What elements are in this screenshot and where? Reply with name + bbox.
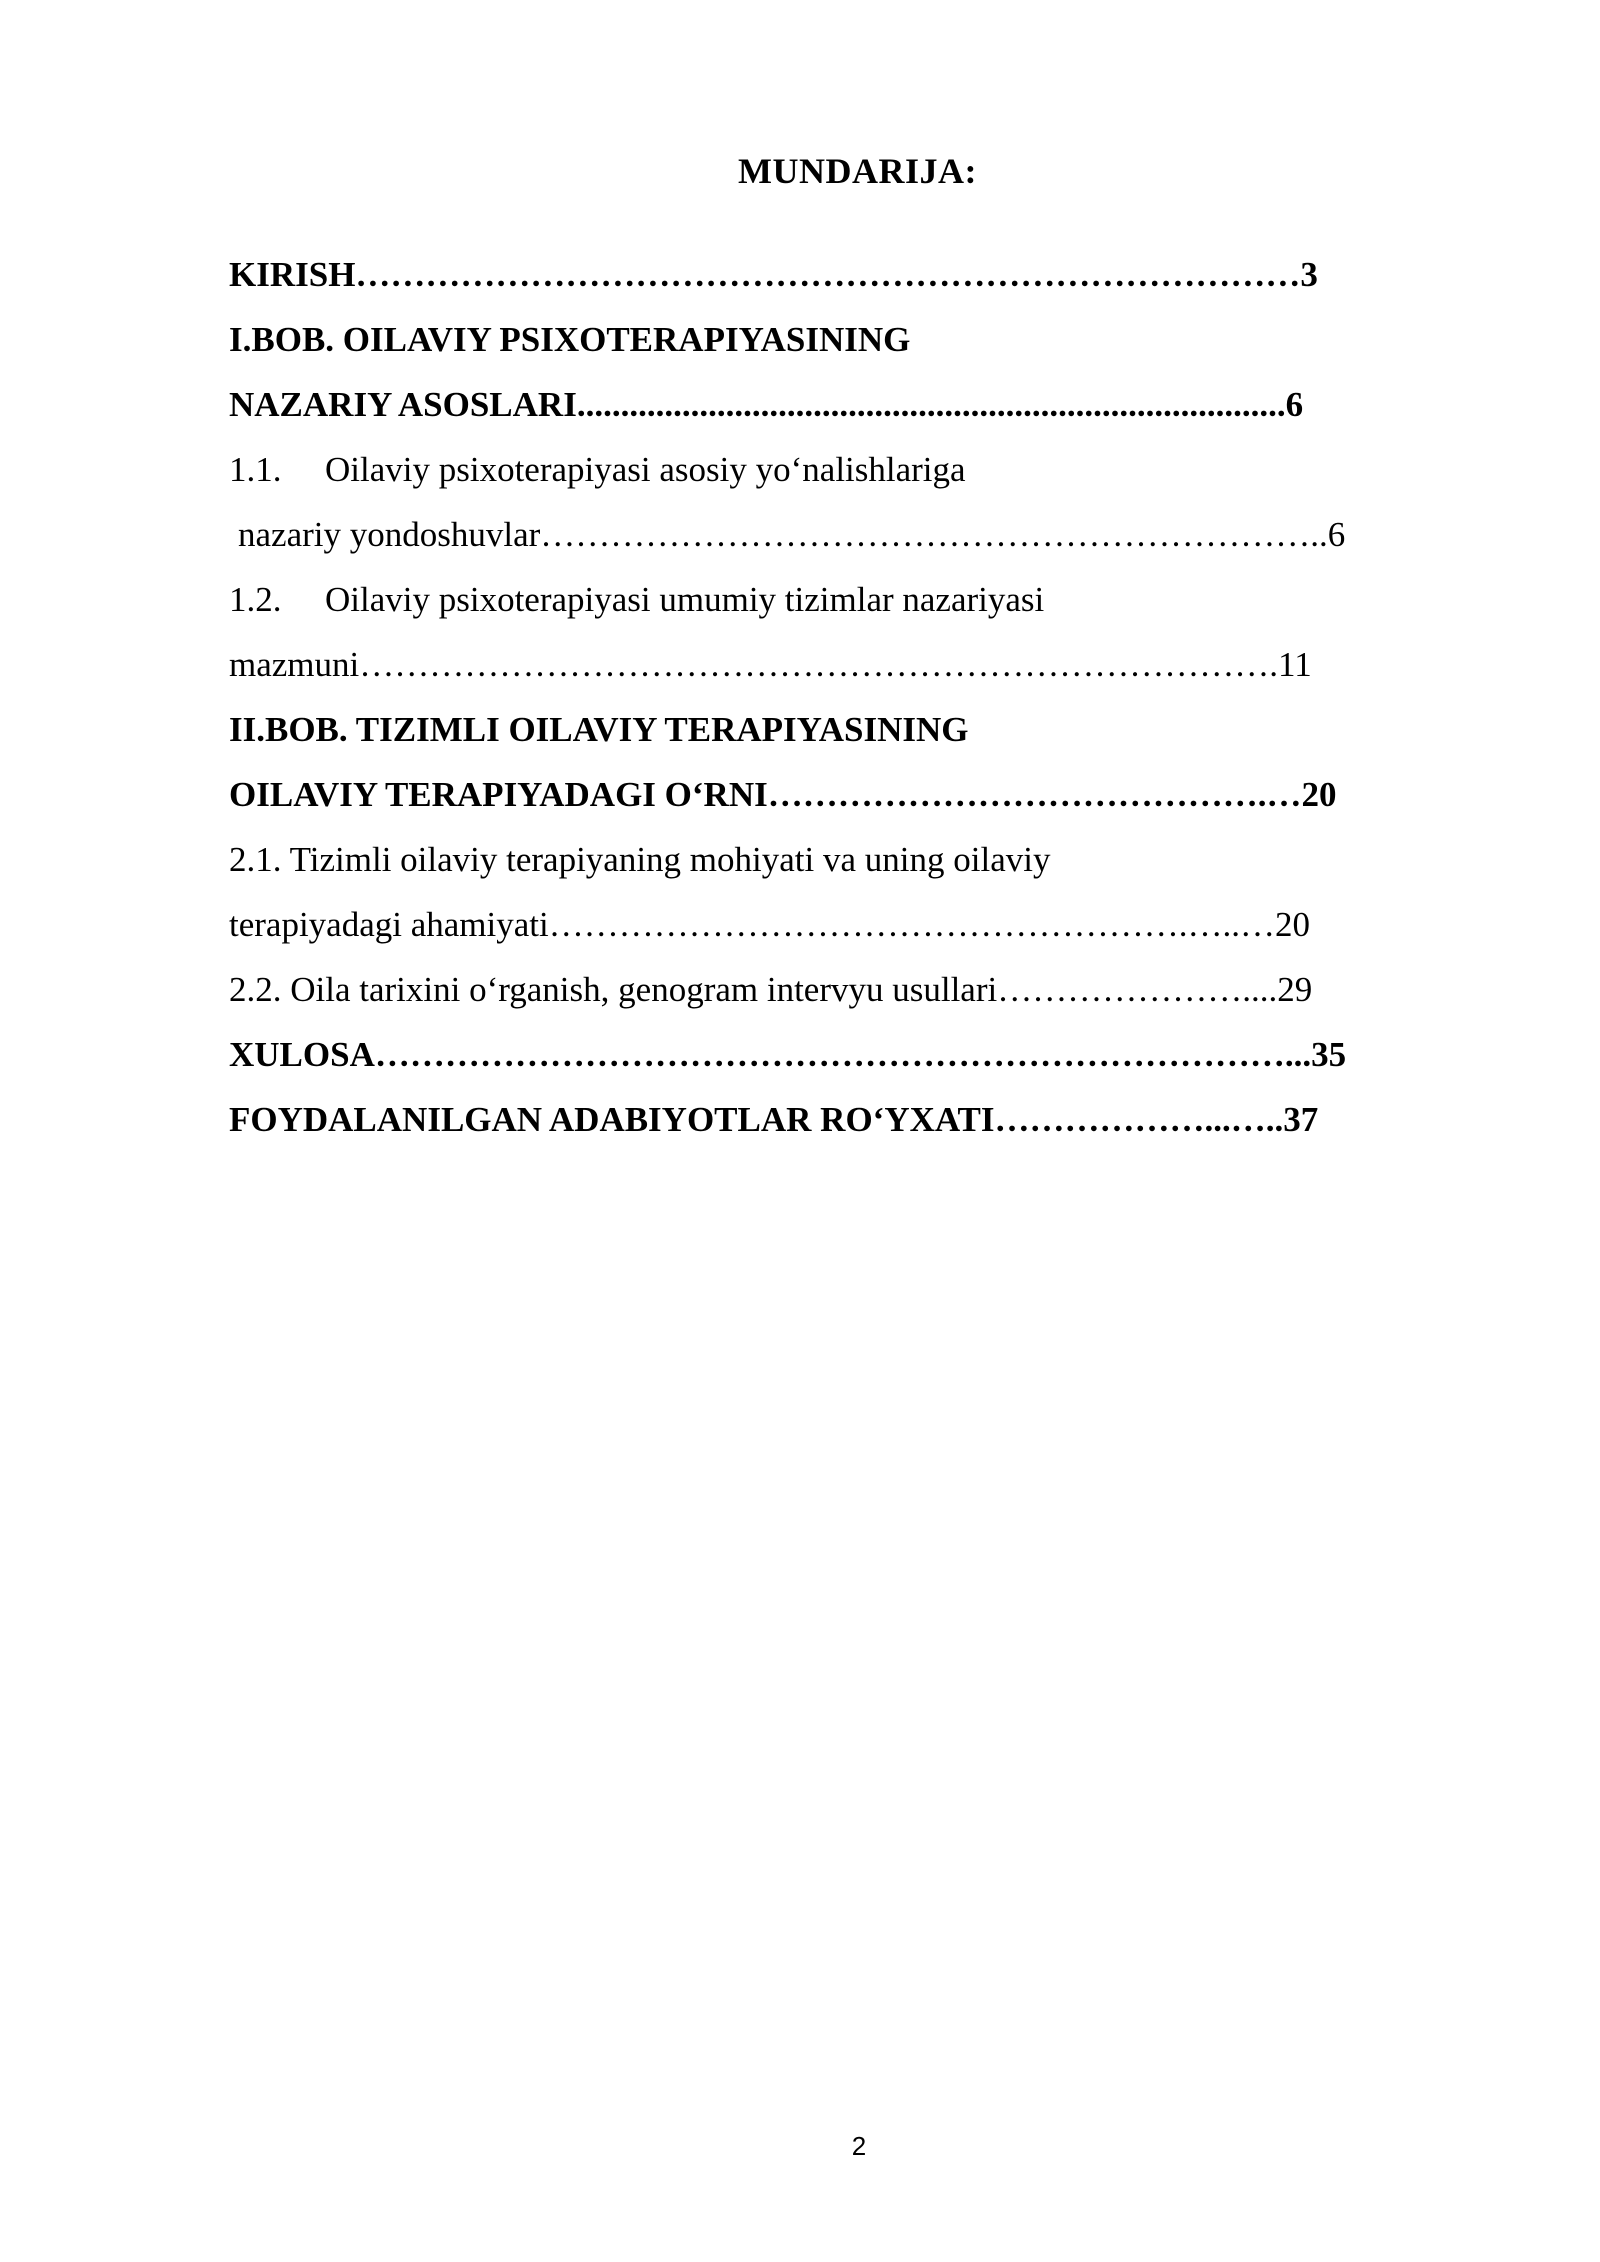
document-title: MUNDARIJA: (738, 151, 977, 191)
toc-section-1-1-line1 (229, 437, 1409, 502)
toc-entry-adabiyotlar: FOYDALANILGAN ADABIYOTLAR RO‘YXATI………………...…..37 (229, 1100, 1319, 1139)
toc-section-1-1-title: Oilaviy psixoterapiyasi asosiy yo‘nalishlariga (325, 450, 966, 489)
toc-section-1-2-number: 1.2. (229, 580, 282, 619)
page-number: 2 (851, 2131, 867, 2161)
toc-chapter1-title-line1: I.BOB. OILAVIY PSIXOTERAPIYASINING (229, 320, 911, 359)
toc-section-2-1-line1: 2.1. Tizimli oilaviy terapiyaning mohiyati va uning oilaviy (229, 840, 1051, 879)
toc-section-1-1-line2: nazariy yondoshuvlar…………………………………………………………..6 (238, 515, 1346, 554)
toc-section-1-2-line1 (229, 567, 1409, 632)
toc-chapter2-title-line2: OILAVIY TERAPIYADAGI O‘RNI…………………………………….…20 (229, 775, 1337, 814)
toc-section-2-1-line2: terapiyadagi ahamiyati……………………………………………….…..…20 (229, 905, 1310, 944)
table-of-contents (229, 242, 1409, 1152)
toc-section-1-2-line2: mazmuni…………………………………………………………………….11 (229, 645, 1312, 684)
toc-chapter2-title-line1: II.BOB. TIZIMLI OILAVIY TERAPIYASINING (229, 710, 969, 749)
toc-entry-xulosa: XULOSA……………………………………………………………………...35 (229, 1035, 1347, 1074)
toc-section-1-1-number: 1.1. (229, 450, 282, 489)
toc-entry-kirish: KIRISH………………………………………………………………………3 (229, 255, 1318, 294)
toc-section-2-2: 2.2. Oila tarixini o‘rganish, genogram intervyu usullari…………………....29 (229, 970, 1313, 1009)
toc-section-1-2-title: Oilaviy psixoterapiyasi umumiy tizimlar nazariyasi (325, 580, 1045, 619)
toc-chapter1-title-line2: NAZARIY ASOSLARI.................................................................................6 (229, 385, 1304, 424)
